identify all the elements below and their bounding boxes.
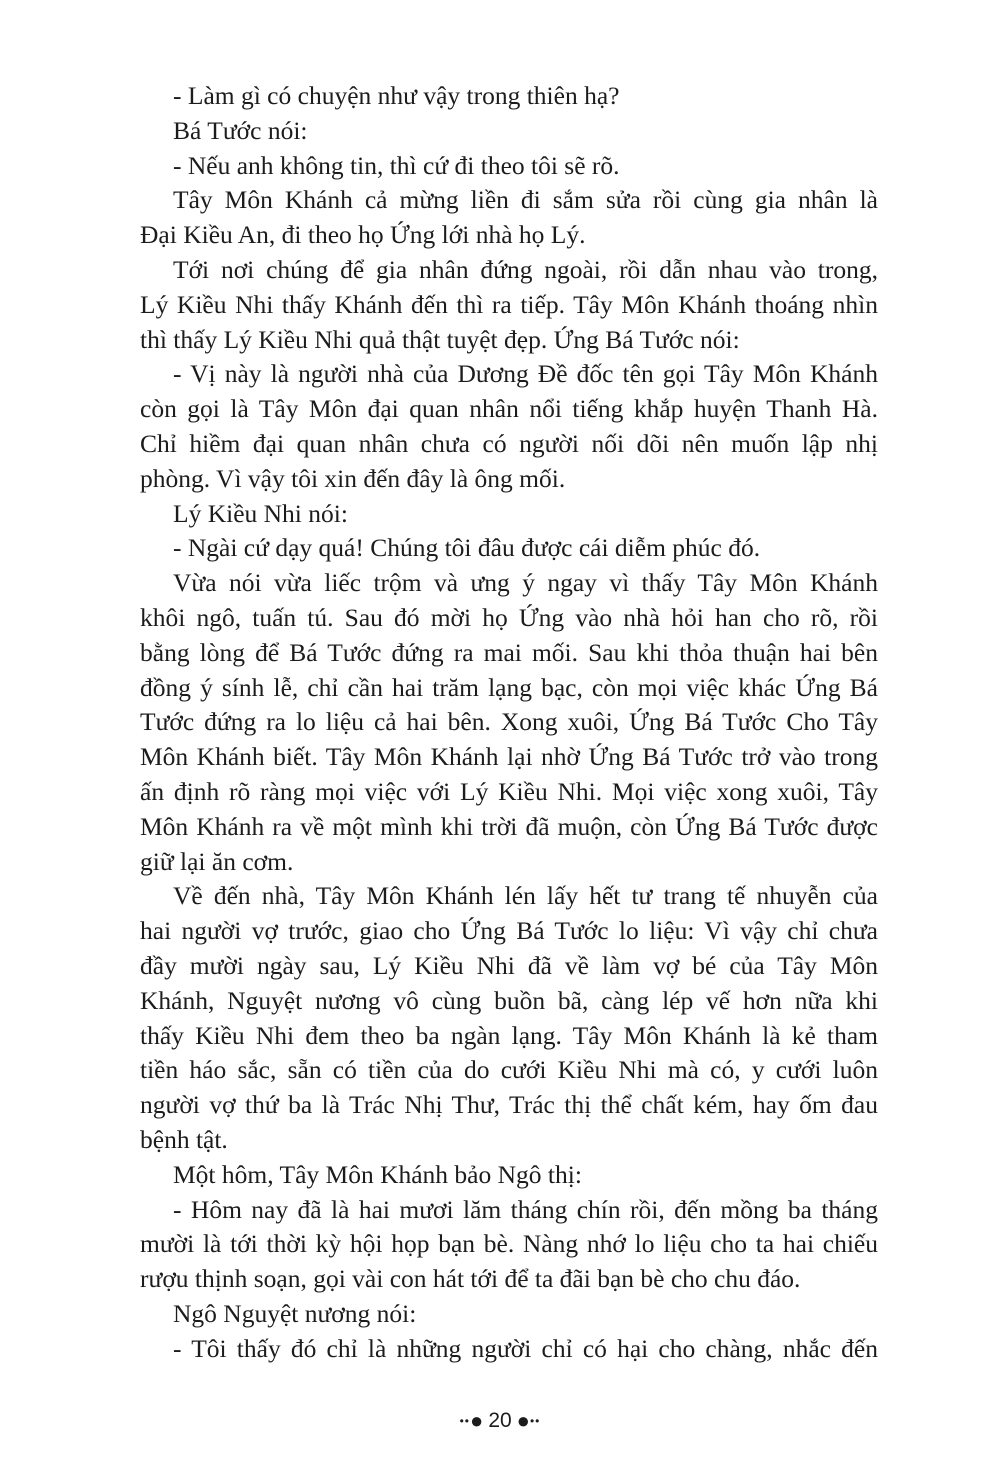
text-line: tiền háo sắc, sẵn có tiền của do cưới Kiều Nhi mà có, y cưới luôn <box>140 1055 878 1085</box>
text-line: thì thấy Lý Kiều Nhi quả thật tuyệt đẹp. Ứng Bá Tước nói: <box>140 324 740 354</box>
text-line: - Tôi thấy đó chỉ là những người chỉ có hại cho chàng, nhắc đến <box>173 1333 878 1363</box>
text-line: người vợ thứ ba là Trác Nhị Thư, Trác thị thể chất kém, hay ốm đau <box>140 1090 878 1120</box>
ornament-dot-left: ● <box>470 1408 484 1434</box>
text-line: Về đến nhà, Tây Môn Khánh lén lấy hết tư trang tế nhuyễn của <box>173 881 878 911</box>
text-line: thấy Kiều Nhi đem theo ba ngàn lạng. Tây Môn Khánh là kẻ tham <box>140 1020 878 1050</box>
text-line: Tây Môn Khánh cả mừng liền đi sắm sửa rồi cùng gia nhân là <box>173 185 878 215</box>
text-line: Bá Tước nói: <box>173 115 308 145</box>
text-line: bệnh tật. <box>140 1124 228 1154</box>
text-line: Tước đứng ra lo liệu cả hai bên. Xong xuôi, Ứng Bá Tước Cho Tây <box>140 707 878 737</box>
text-line: đầy mười ngày sau, Lý Kiều Nhi đã về làm vợ bé của Tây Môn <box>140 950 878 980</box>
text-line: còn gọi là Tây Môn đại quan nhân nổi tiếng khắp huyện Thanh Hà. <box>140 394 878 424</box>
text-line: Môn Khánh ra về một mình khi trời đã muộn, còn Ứng Bá Tước được <box>140 811 878 841</box>
text-line: Một hôm, Tây Môn Khánh bảo Ngô thị: <box>173 1159 582 1189</box>
text-line: ấn định rõ ràng mọi việc với Lý Kiều Nhi. Mọi việc xong xuôi, Tây <box>140 776 878 806</box>
text-line: đồng ý sính lễ, chỉ cần hai trăm lạng bạc, còn mọi việc khác Ứng Bá <box>140 672 878 702</box>
text-line: Vừa nói vừa liếc trộm và ưng ý ngay vì thấy Tây Môn Khánh <box>173 568 878 598</box>
text-line: Môn Khánh biết. Tây Môn Khánh lại nhờ Ứng Bá Tước trở vào trong <box>140 742 878 772</box>
text-line: mười là tới thời kỳ hội họp bạn bè. Nàng nhớ lo liệu cho ta hai chiếu <box>140 1229 878 1259</box>
text-line: Ngô Nguyệt nương nói: <box>173 1298 417 1328</box>
text-line: rượu thịnh soạn, gọi vài con hát tới để ta đãi bạn bè cho chu đáo. <box>140 1264 801 1294</box>
text-line: - Ngài cứ dạy quá! Chúng tôi đâu được cái diễm phúc đó. <box>173 533 761 563</box>
page-number: 20 <box>488 1409 512 1433</box>
ornament-dots-left: •• <box>459 1414 471 1429</box>
text-line: Chỉ hiềm đại quan nhân chưa có người nối dõi nên muốn lập nhị <box>140 428 878 458</box>
text-line: Tới nơi chúng để gia nhân đứng ngoài, rồi dẫn nhau vào trong, <box>173 254 878 284</box>
text-line: phòng. Vì vậy tôi xin đến đây là ông mối. <box>140 463 566 493</box>
ornament-dots-right: •• <box>529 1414 541 1429</box>
text-line: Lý Kiều Nhi thấy Khánh đến thì ra tiếp. Tây Môn Khánh thoáng nhìn <box>140 289 878 319</box>
text-line: Lý Kiều Nhi nói: <box>173 498 348 528</box>
text-line: Đại Kiều An, đi theo họ Ứng lới nhà họ Lý. <box>140 220 586 250</box>
text-line: - Làm gì có chuyện như vậy trong thiên hạ? <box>173 81 620 110</box>
text-line: Khánh, Nguyệt nương vô cùng buồn bã, càng lép vế hơn nữa khi <box>140 985 878 1015</box>
text-line: giữ lại ăn cơm. <box>140 846 294 876</box>
text-line: - Hôm nay đã là hai mươi lăm tháng chín rồi, đến mồng ba tháng <box>173 1194 878 1224</box>
text-line: - Vị này là người nhà của Dương Đề đốc tên gọi Tây Môn Khánh <box>173 359 878 389</box>
page-body <box>140 79 878 1366</box>
text-line: hai người vợ trước, giao cho Ứng Bá Tước lo liệu: Vì vậy chỉ chưa <box>140 916 878 946</box>
page-footer <box>0 1406 1000 1435</box>
text-line: khôi ngô, tuấn tú. Sau đó mời họ Ứng vào nhà hỏi han cho rõ, rồi <box>140 602 878 632</box>
ornament-dot-right: ● <box>516 1408 530 1434</box>
text-line: bằng lòng để Bá Tước đứng ra mai mối. Sau khi thỏa thuận hai bên <box>140 637 878 667</box>
text-line: - Nếu anh không tin, thì cứ đi theo tôi sẽ rõ. <box>173 150 620 180</box>
